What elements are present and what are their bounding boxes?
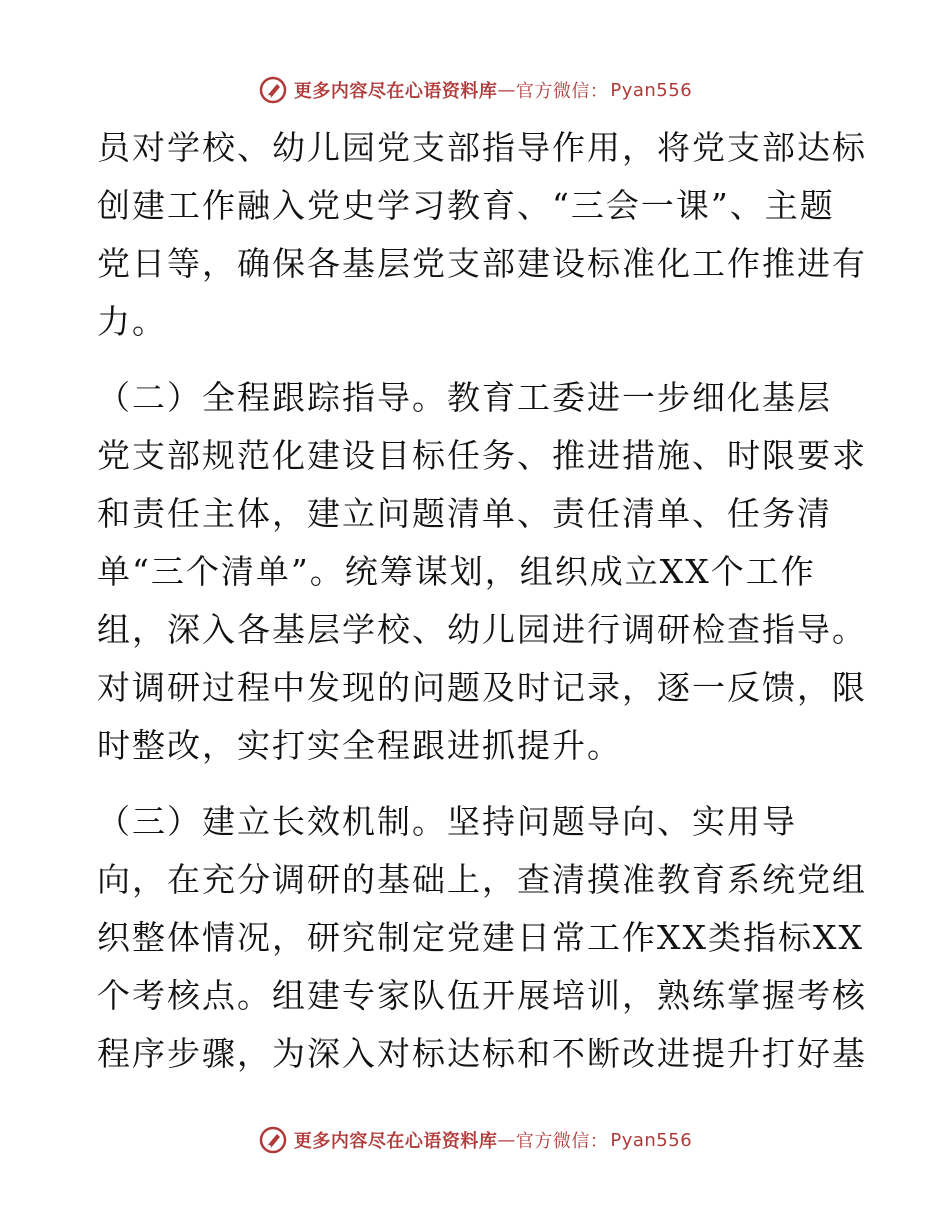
text-line: （二）全程跟踪指导。教育工委进一步细化基层 xyxy=(97,378,832,417)
watermark-separator: — xyxy=(497,1129,516,1151)
watermark-wechat-label: 官方微信： xyxy=(515,81,609,102)
text-line: 党支部规范化建设目标任务、推进措施、时限要求 xyxy=(97,436,867,475)
watermark-text: 更多内容尽在心语资料库 xyxy=(293,81,498,102)
text-line: （三）建立长效机制。坚持问题导向、实用导 xyxy=(97,802,797,841)
watermark-wechat-id: Pyan556 xyxy=(610,1129,693,1151)
text-line: 单“三个清单”。统筹谋划，组织成立XX个工作 xyxy=(97,552,816,591)
watermark-wechat-id: Pyan556 xyxy=(610,79,693,101)
document-body xyxy=(97,119,867,1083)
text-line: 党日等，确保各基层党支部建设标准化工作推进有 xyxy=(97,244,867,283)
paragraph-1 xyxy=(97,119,867,351)
text-line: 对调研过程中发现的问题及时记录，逐一反馈，限 xyxy=(97,668,867,707)
text-line: 织整体情况，研究制定党建日常工作XX类指标XX xyxy=(97,918,864,957)
text-line: 和责任主体，建立问题清单、责任清单、任务清 xyxy=(97,494,832,533)
paragraph-3 xyxy=(97,793,867,1083)
text-line: 时整改，实打实全程跟进抓提升。 xyxy=(97,726,622,765)
text-line: 程序步骤，为深入对标达标和不断改进提升打好基 xyxy=(97,1034,867,1073)
header-watermark xyxy=(0,70,950,110)
paragraph-2 xyxy=(97,369,867,775)
text-line: 向，在充分调研的基础上，查清摸准教育系统党组 xyxy=(97,860,867,899)
text-line: 组，深入各基层学校、幼儿园进行调研检查指导。 xyxy=(97,610,867,649)
pen-circle-logo-icon xyxy=(258,1125,288,1155)
text-line: 员对学校、幼儿园党支部指导作用，将党支部达标 xyxy=(97,128,867,167)
watermark-separator: — xyxy=(497,79,516,101)
watermark-text: 更多内容尽在心语资料库 xyxy=(293,1131,498,1152)
text-line: 创建工作融入党史学习教育、“三会一课”、主题 xyxy=(97,186,835,225)
text-line: 个考核点。组建专家队伍开展培训，熟练掌握考核 xyxy=(97,976,867,1015)
watermark-wechat-label: 官方微信： xyxy=(515,1131,609,1152)
pen-circle-logo-icon xyxy=(258,75,288,105)
text-line: 力。 xyxy=(97,302,167,341)
footer-watermark xyxy=(0,1120,950,1160)
